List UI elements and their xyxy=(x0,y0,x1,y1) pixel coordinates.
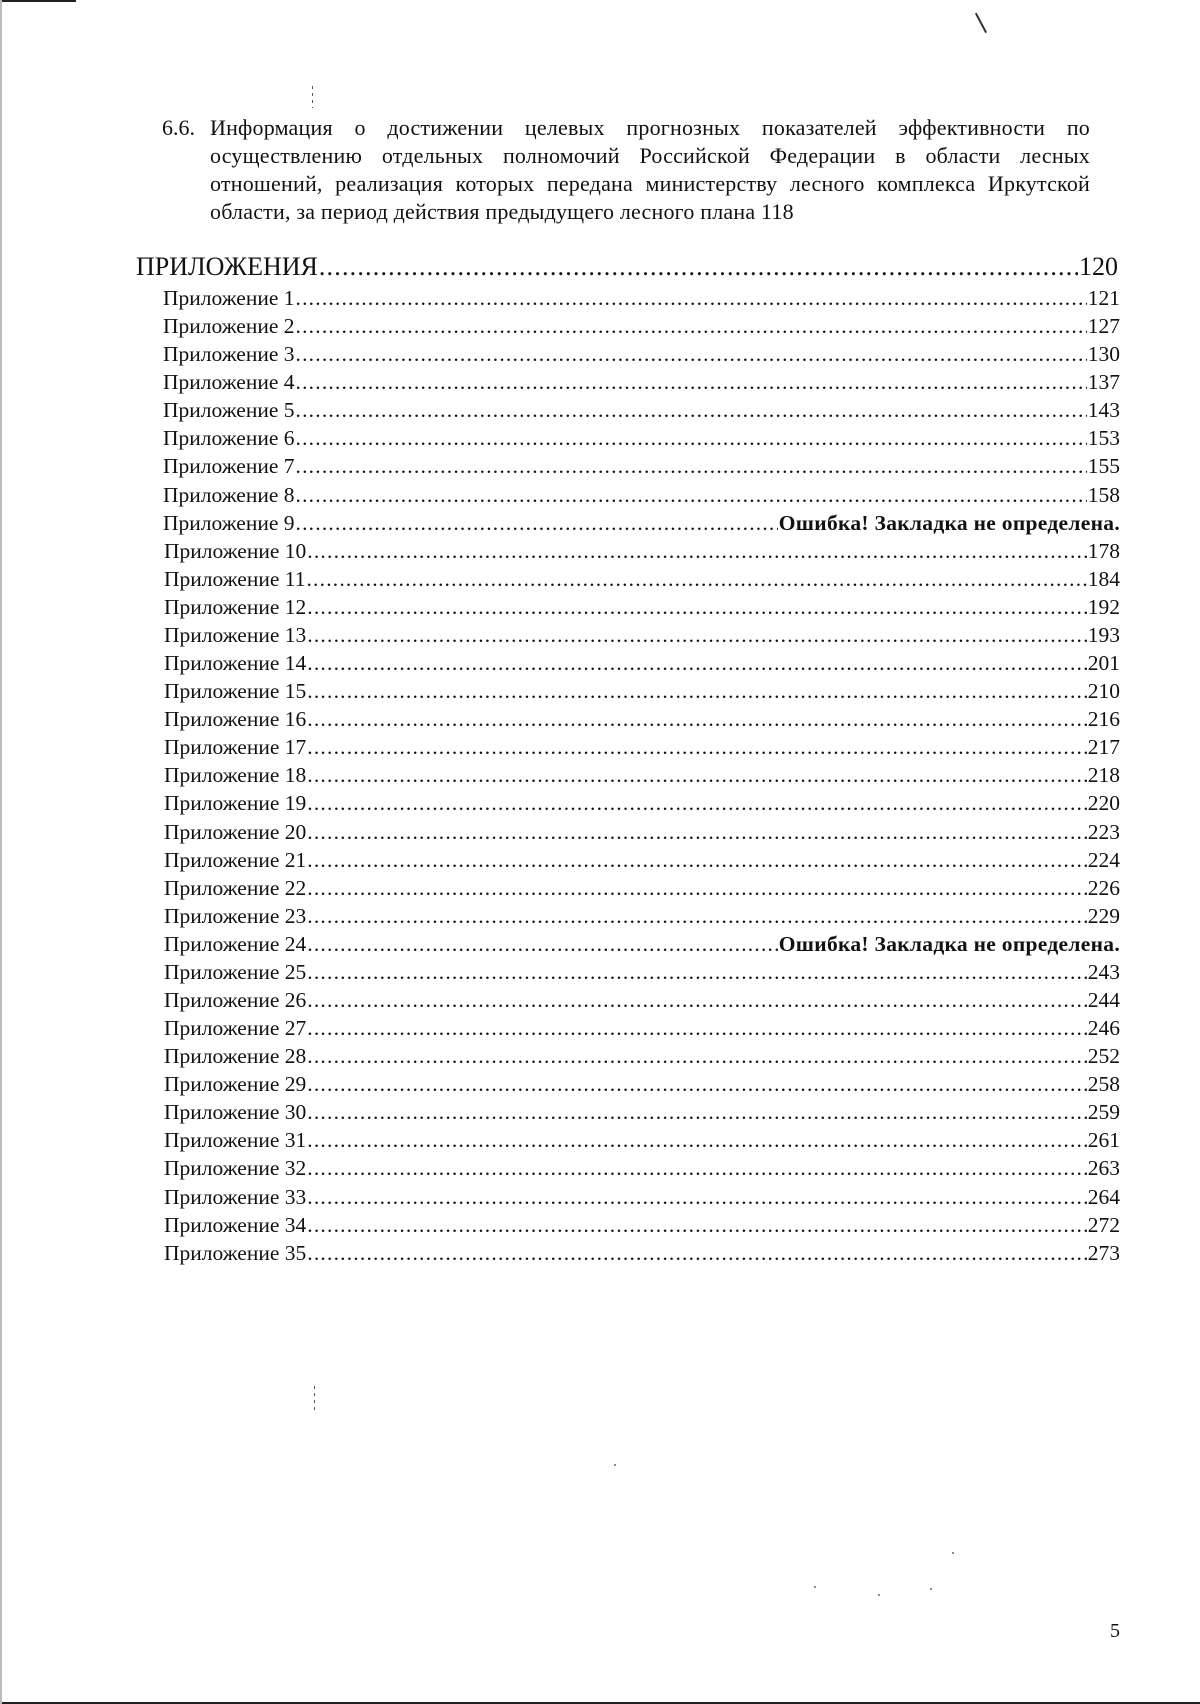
appendix-label: Приложение 34 xyxy=(164,1212,307,1237)
appendix-label: Приложение 33 xyxy=(164,1184,307,1209)
dot-leader xyxy=(307,539,1086,564)
dot-leader xyxy=(307,791,1086,816)
toc-appendix-row[interactable] xyxy=(164,932,1120,957)
toc-appendix-row[interactable] xyxy=(163,286,1120,311)
dot-leader xyxy=(307,1044,1086,1069)
toc-appendix-row[interactable] xyxy=(164,539,1120,564)
dot-leader xyxy=(307,1016,1086,1041)
appendix-label: Приложение 20 xyxy=(164,819,307,844)
dot-leader xyxy=(296,314,1087,339)
toc-appendix-row[interactable] xyxy=(164,595,1120,620)
appendix-page: 258 xyxy=(1087,1072,1120,1097)
dot-leader xyxy=(296,454,1087,479)
dot-leader xyxy=(307,595,1086,620)
toc-appendix-row[interactable] xyxy=(164,679,1120,704)
appendix-page: 130 xyxy=(1087,342,1120,367)
toc-appendix-row[interactable] xyxy=(164,623,1120,648)
section-title xyxy=(210,114,1090,226)
appendix-label: Приложение 24 xyxy=(164,931,307,956)
dot-leader xyxy=(307,1185,1086,1210)
appendix-label: Приложение 25 xyxy=(164,959,307,984)
appendix-label: Приложение 27 xyxy=(164,1016,307,1041)
appendix-page: 218 xyxy=(1087,763,1120,788)
appendix-label: Приложение 32 xyxy=(164,1156,307,1181)
dot-leader xyxy=(319,252,1078,282)
appendix-page: 210 xyxy=(1087,679,1120,704)
dot-leader xyxy=(296,342,1087,367)
appendix-label: Приложение 16 xyxy=(164,707,307,732)
toc-appendix-row[interactable] xyxy=(164,904,1120,929)
appendix-label: Приложение 19 xyxy=(164,791,307,816)
toc-appendix-row[interactable] xyxy=(164,1100,1120,1125)
appendix-page: 243 xyxy=(1087,959,1120,984)
toc-appendix-row[interactable] xyxy=(163,370,1120,395)
appendix-page: Ошибка! Закладка не определена. xyxy=(778,931,1120,956)
appendix-page: 261 xyxy=(1087,1128,1120,1153)
dot-leader xyxy=(296,370,1087,395)
dot-leader xyxy=(307,1128,1086,1153)
appendix-label: Приложение 35 xyxy=(164,1240,307,1265)
dot-leader xyxy=(307,820,1086,845)
appendix-label: Приложение 11 xyxy=(164,566,306,591)
toc-appendix-row[interactable] xyxy=(164,763,1120,788)
dot-leader xyxy=(307,1156,1086,1181)
section-number: 6.6. xyxy=(162,115,195,140)
toc-appendix-row[interactable] xyxy=(164,707,1120,732)
section-title-text: Информация о достижении целевых прогнозных показателей эффективности по осуществлению отдельных полномочий Российской Федерации в области лесных отношений, реализация которых передана министерству лесного комплекса Иркутской области, за период действия предыдущего лесного плана xyxy=(210,115,1090,224)
appendix-page: 246 xyxy=(1087,1016,1120,1041)
appendix-page: 158 xyxy=(1087,482,1120,507)
appendix-label: Приложение 29 xyxy=(164,1072,307,1097)
appendix-page: 137 xyxy=(1087,370,1120,395)
appendices-heading-page: 120 xyxy=(1079,252,1118,281)
toc-appendix-row[interactable] xyxy=(164,1156,1120,1181)
appendix-page: 127 xyxy=(1087,314,1120,339)
dot-leader xyxy=(307,735,1086,760)
toc-appendix-row[interactable] xyxy=(164,791,1120,816)
appendix-page: 143 xyxy=(1087,398,1120,423)
appendix-label: Приложение 9 xyxy=(163,510,295,535)
appendix-page: 155 xyxy=(1087,454,1120,479)
scan-speck xyxy=(814,1586,816,1588)
dot-leader xyxy=(307,707,1086,732)
toc-appendix-row[interactable] xyxy=(164,1128,1120,1153)
appendix-page: 252 xyxy=(1087,1044,1120,1069)
scan-edge-left xyxy=(0,0,2,1704)
page-number: 5 xyxy=(1110,1620,1120,1642)
appendix-label: Приложение 31 xyxy=(164,1128,307,1153)
dot-leader xyxy=(307,651,1086,676)
scan-mark-dots-2 xyxy=(314,1386,315,1412)
toc-appendix-row[interactable] xyxy=(164,1241,1120,1266)
dot-leader xyxy=(307,1241,1086,1266)
appendix-label: Приложение 30 xyxy=(164,1100,307,1125)
appendix-page: 273 xyxy=(1087,1240,1120,1265)
dot-leader xyxy=(307,848,1086,873)
dot-leader xyxy=(307,876,1086,901)
dot-leader xyxy=(307,763,1086,788)
dot-leader xyxy=(307,960,1086,985)
appendix-page: 201 xyxy=(1087,651,1120,676)
dot-leader xyxy=(296,511,778,536)
appendix-label: Приложение 21 xyxy=(164,847,307,872)
toc-appendix-row[interactable] xyxy=(163,398,1120,423)
appendix-page: 259 xyxy=(1087,1100,1120,1125)
toc-appendix-row[interactable] xyxy=(163,454,1120,479)
appendix-label: Приложение 12 xyxy=(164,594,307,619)
toc-appendix-row[interactable] xyxy=(164,988,1120,1013)
appendix-page: 178 xyxy=(1087,538,1120,563)
appendix-label: Приложение 22 xyxy=(164,875,307,900)
toc-appendix-row[interactable] xyxy=(164,820,1120,845)
appendix-label: Приложение 6 xyxy=(163,426,295,451)
scan-speck xyxy=(930,1588,932,1590)
appendix-page: Ошибка! Закладка не определена. xyxy=(778,510,1120,535)
toc-appendix-row[interactable] xyxy=(163,426,1120,451)
appendix-page: 193 xyxy=(1087,622,1120,647)
appendix-label: Приложение 8 xyxy=(163,482,295,507)
appendix-page: 217 xyxy=(1087,735,1120,760)
appendix-label: Приложение 23 xyxy=(164,903,307,928)
toc-appendix-row[interactable] xyxy=(164,1213,1120,1238)
section-page: 118 xyxy=(761,199,794,224)
appendix-page: 226 xyxy=(1087,875,1120,900)
toc-appendix-row[interactable] xyxy=(164,876,1120,901)
appendix-page: 272 xyxy=(1087,1212,1120,1237)
appendix-label: Приложение 3 xyxy=(163,342,295,367)
appendix-label: Приложение 14 xyxy=(164,651,307,676)
toc-appendix-row[interactable] xyxy=(164,960,1120,985)
dot-leader xyxy=(307,679,1086,704)
toc-appendix-row[interactable] xyxy=(164,1072,1120,1097)
scan-edge-top-left xyxy=(0,0,76,2)
appendix-page: 216 xyxy=(1087,707,1120,732)
appendix-page: 229 xyxy=(1087,903,1120,928)
dot-leader xyxy=(296,483,1087,508)
appendix-label: Приложение 2 xyxy=(163,314,295,339)
dot-leader xyxy=(307,1100,1086,1125)
toc-appendix-row[interactable] xyxy=(164,848,1120,873)
appendix-page: 263 xyxy=(1087,1156,1120,1181)
appendix-label: Приложение 10 xyxy=(164,538,307,563)
toc-appendix-row[interactable] xyxy=(164,567,1120,592)
toc-appendix-row[interactable] xyxy=(163,483,1120,508)
appendix-label: Приложение 1 xyxy=(163,286,295,310)
appendix-label: Приложение 7 xyxy=(163,454,295,479)
toc-appendix-row[interactable] xyxy=(163,342,1120,367)
toc-appendix-row[interactable] xyxy=(164,1016,1120,1041)
scan-speck xyxy=(614,1464,616,1466)
toc-appendices-heading[interactable] xyxy=(136,252,1118,282)
toc-appendix-row[interactable] xyxy=(163,314,1120,339)
dot-leader xyxy=(296,286,1087,311)
dot-leader xyxy=(307,1213,1086,1238)
appendix-label: Приложение 4 xyxy=(163,370,295,395)
dot-leader xyxy=(306,567,1086,592)
dot-leader xyxy=(307,904,1086,929)
dot-leader xyxy=(307,988,1086,1013)
appendix-page: 244 xyxy=(1087,988,1120,1012)
appendix-label: Приложение 26 xyxy=(164,988,307,1012)
dot-leader xyxy=(307,932,778,957)
toc-section-6-6[interactable] xyxy=(162,114,1090,226)
dot-leader xyxy=(296,426,1087,451)
scan-mark-top xyxy=(975,13,987,33)
appendix-label: Приложение 5 xyxy=(163,398,295,423)
appendix-page: 184 xyxy=(1087,566,1120,591)
toc-appendix-row[interactable] xyxy=(164,735,1120,760)
appendix-page: 121 xyxy=(1087,286,1120,310)
toc-appendix-row[interactable] xyxy=(164,1044,1120,1069)
appendix-page: 223 xyxy=(1087,819,1120,844)
appendix-page: 192 xyxy=(1087,594,1120,619)
toc-appendix-row[interactable] xyxy=(163,511,1120,536)
appendix-page: 224 xyxy=(1087,847,1120,872)
appendix-page: 220 xyxy=(1087,791,1120,816)
toc-appendix-row[interactable] xyxy=(164,651,1120,676)
appendix-label: Приложение 13 xyxy=(164,622,307,647)
scan-speck xyxy=(878,1594,880,1596)
appendix-label: Приложение 15 xyxy=(164,679,307,704)
appendix-label: Приложение 17 xyxy=(164,735,307,760)
scan-mark-dots-1 xyxy=(312,86,313,108)
dot-leader xyxy=(307,623,1086,648)
dot-leader xyxy=(296,398,1087,423)
toc-appendix-row[interactable] xyxy=(164,1185,1120,1210)
appendix-label: Приложение 28 xyxy=(164,1044,307,1069)
appendices-heading-label: ПРИЛОЖЕНИЯ xyxy=(136,252,318,281)
appendix-label: Приложение 18 xyxy=(164,763,307,788)
appendix-page: 264 xyxy=(1087,1184,1120,1209)
scan-speck xyxy=(952,1552,954,1554)
appendix-page: 153 xyxy=(1087,426,1120,451)
dot-leader xyxy=(307,1072,1086,1097)
